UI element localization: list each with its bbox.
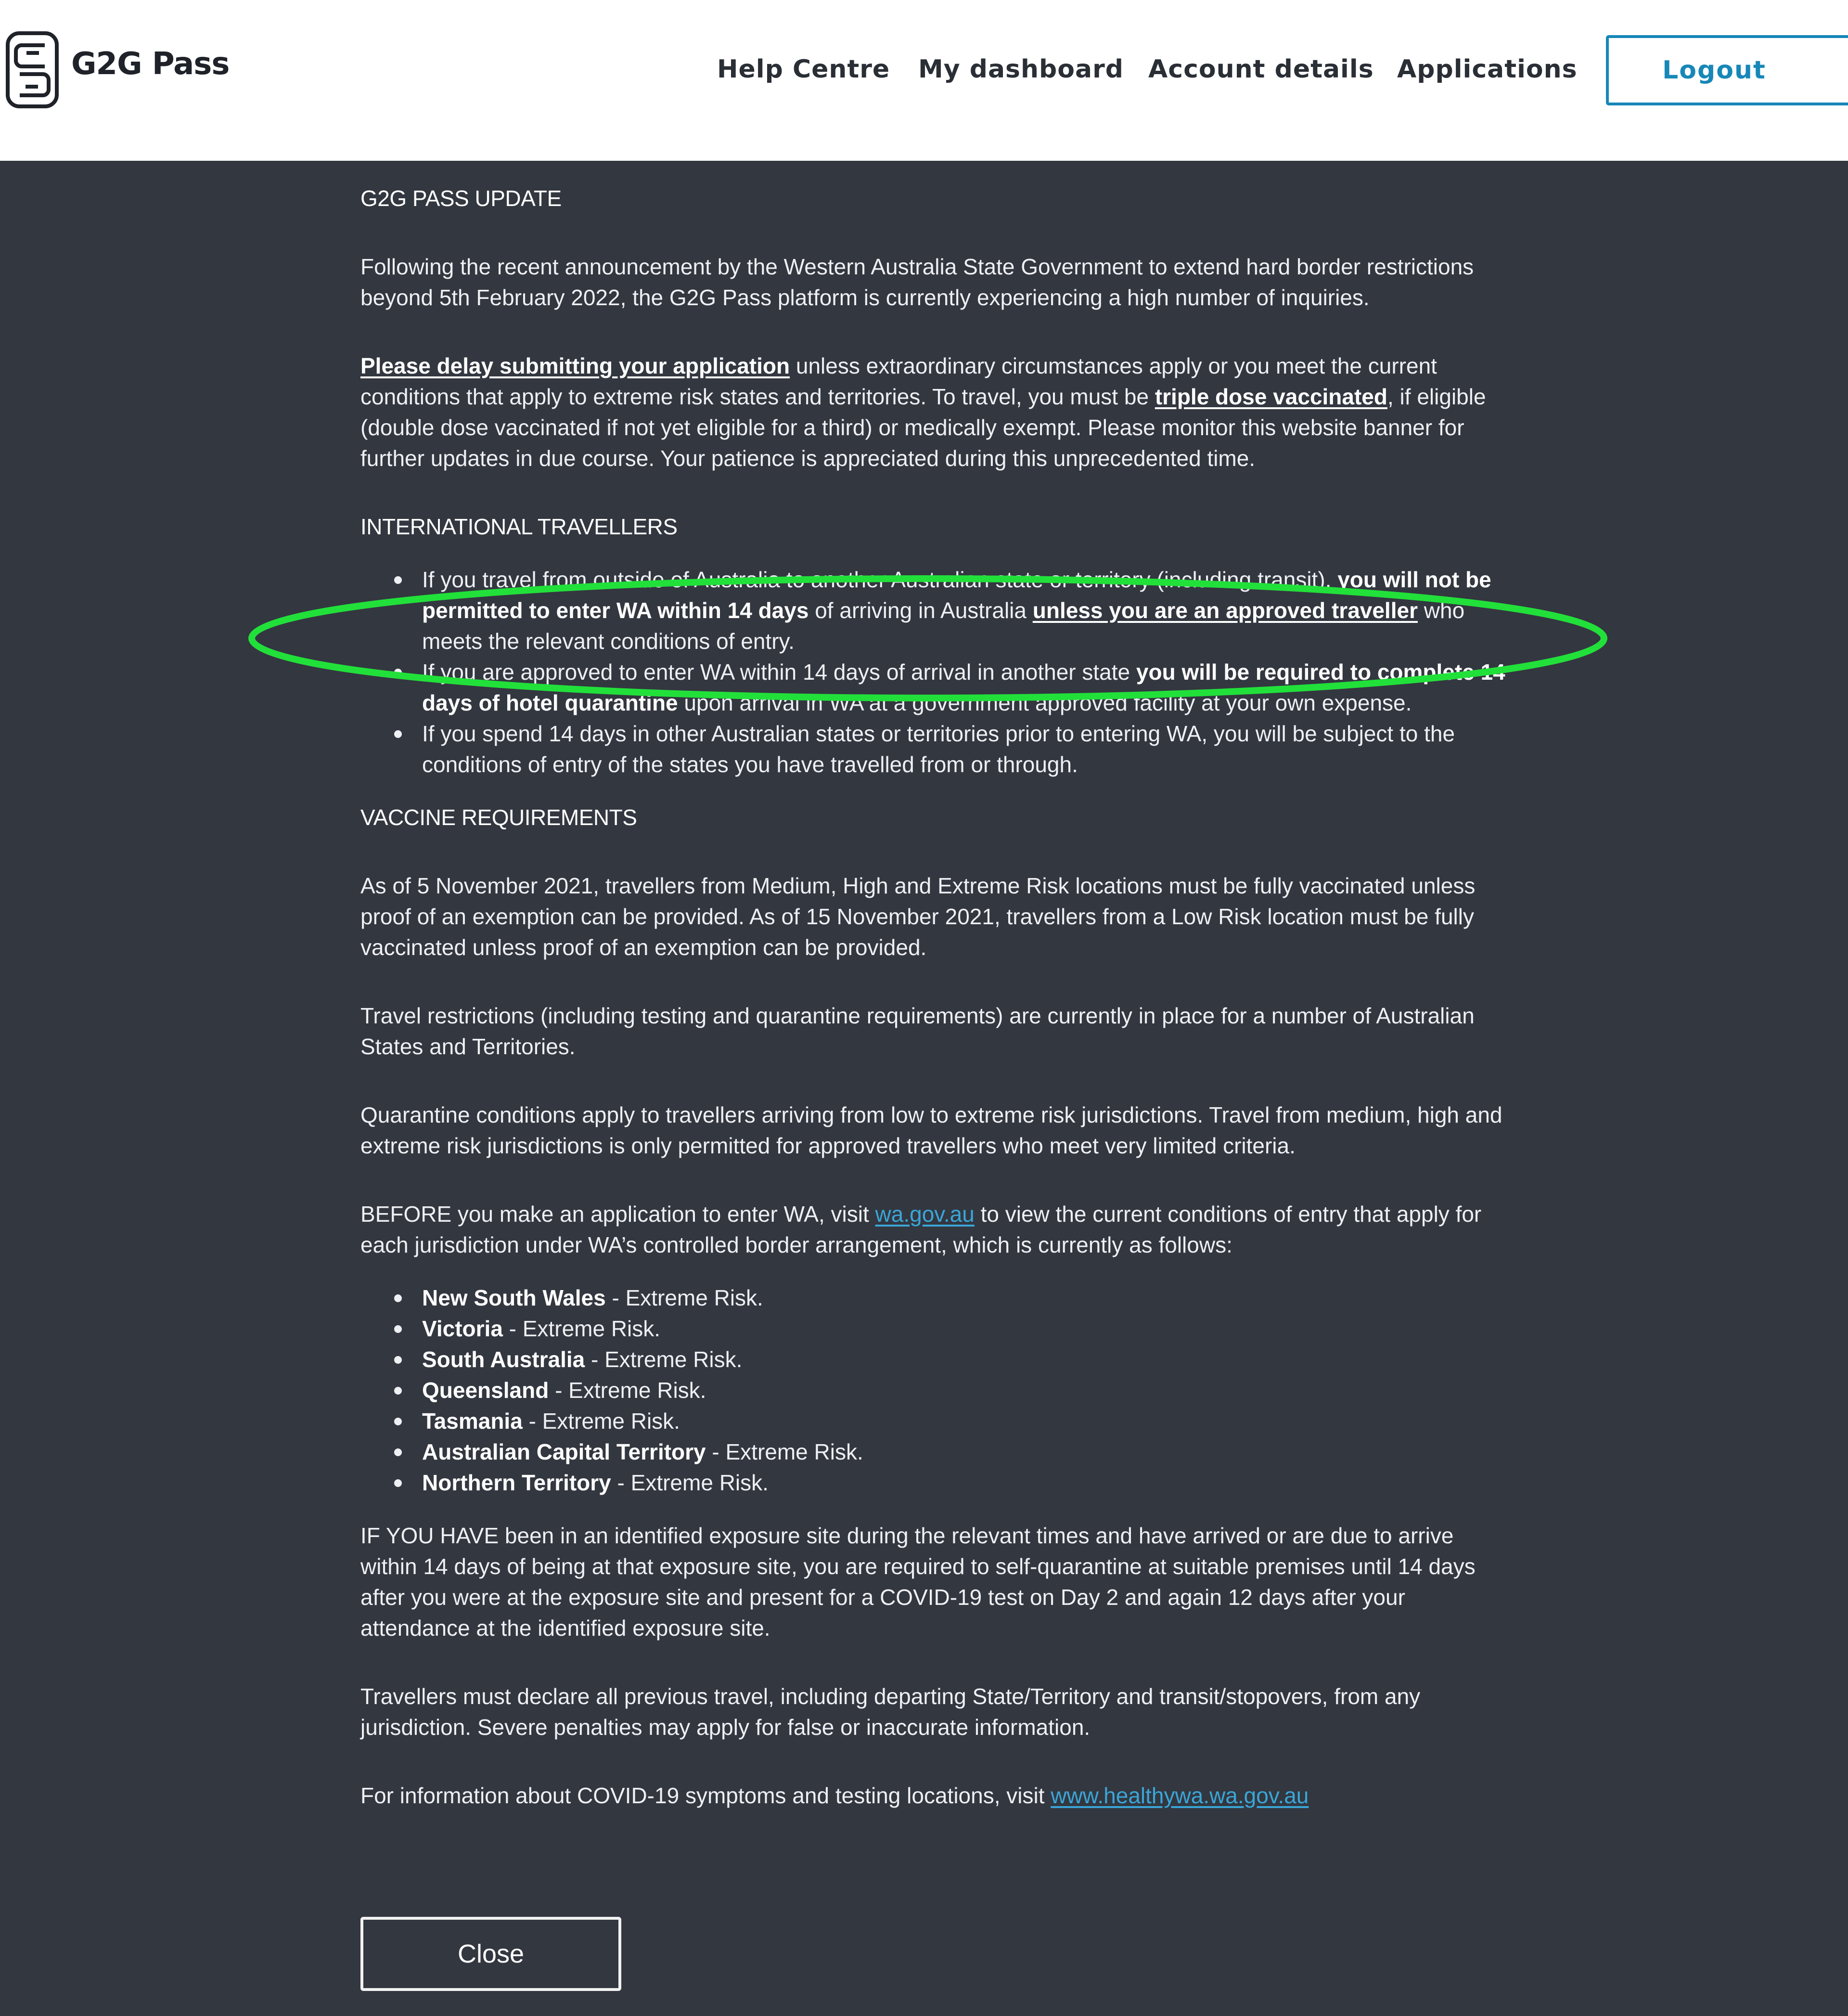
state-risk: - Extreme Risk. [585,1347,743,1372]
list-item [422,1406,1515,1436]
list-item: If you spend 14 days in other Australian states or territories prior to entering WA, you will be subject to the conditions of entry of the states you have travelled from or through. [422,718,1515,780]
state-risk: - Extreme Risk. [522,1409,680,1434]
list-item [422,564,1515,657]
state-name: Victoria [422,1316,503,1341]
state-name: New South Wales [422,1285,606,1310]
list-item [422,1467,1515,1498]
bullet-text: upon arrival in WA at a government approved facility at your own expense. [678,690,1412,715]
triple-dose-link[interactable]: triple dose vaccinated [1155,384,1387,409]
g2g-logo-icon[interactable] [5,31,59,109]
vaccine-paragraph: As of 5 November 2021, travellers from Medium, High and Extreme Risk locations must be fully vaccinated unless proof of an exemption can be provided. As of 15 November 2021, travellers from a Low Risk location must be fully vaccinated unless proof of an exemption can be provided. [360,873,1476,960]
list-item [422,1282,1515,1313]
delay-text-2: , if eligible (double dose vaccinated if not yet eligible for a third) or medically exempt. Please monitor this website banner for further updates in due course. Your patience is appreciated during this unprecedented time. [360,384,1486,471]
site-header [0,0,1848,161]
exposure-paragraph: IF YOU HAVE been in an identified exposure site during the relevant times and have arrived or are due to arrive within 14 days of being at that exposure site, you are required to self-quarantine at suitable premises until 14 days after you were at the exposure site and present for a COVID-19 test on Day 2 and again 12 days after your attendance at the identified exposure site. [360,1523,1476,1641]
bullet-text: who meets the relevant conditions of entry. [422,598,1465,654]
state-risk: - Extreme Risk. [706,1439,863,1464]
bullet-text: of arriving in Australia [808,598,1033,623]
update-notice [360,183,1515,1811]
wa-gov-link[interactable]: wa.gov.au [875,1202,975,1227]
state-name: Queensland [422,1378,549,1403]
approved-traveller-link[interactable]: unless you are an approved traveller [1032,598,1418,623]
nav-help-centre[interactable]: Help Centre [717,55,890,84]
brand-name: G2G Pass [71,46,230,82]
logout-button[interactable]: Logout [1606,35,1848,105]
delay-paragraph [360,350,1515,474]
nav-account-details[interactable]: Account details [1148,55,1374,84]
before-paragraph [360,1199,1515,1260]
delay-application-link[interactable]: Please delay submitting your application [360,353,790,378]
state-risk: - Extreme Risk. [502,1316,661,1341]
nav-my-dashboard[interactable]: My dashboard [918,55,1124,84]
bullet-bold: you will be required to complete 14 days of hotel quarantine [422,659,1505,715]
list-item [422,657,1515,718]
state-name: Tasmania [422,1409,523,1434]
notice-title: G2G PASS UPDATE [360,186,562,211]
list-item [422,1375,1515,1406]
before-text: BEFORE you make an application to enter WA, visit [360,1202,875,1227]
before-text-2: to view the current conditions of entry that apply for each jurisdiction under WA’s controlled border arrangement, which is currently as follows: [360,1202,1482,1257]
jurisdiction-list [360,1282,1515,1498]
list-item [422,1344,1515,1375]
close-button[interactable]: Close [360,1917,621,1991]
state-name: South Australia [422,1347,585,1372]
covid-paragraph [360,1780,1515,1811]
state-risk: - Extreme Risk. [605,1285,763,1310]
intro-paragraph: Following the recent announcement by the Western Australia State Government to extend hard border restrictions beyond 5th February 2022, the G2G Pass platform is currently experiencing a high number of inquiries. [360,254,1474,310]
covid-text: For information about COVID-19 symptoms and testing locations, visit [360,1783,1051,1808]
nav-applications[interactable]: Applications [1397,55,1578,84]
state-name: Northern Territory [422,1470,611,1495]
bullet-bold: you will not be permitted to enter WA within 14 days [422,567,1491,623]
state-risk: - Extreme Risk. [549,1378,706,1403]
bullet-text: If you are approved to enter WA within 14 days of arrival in another state [422,659,1136,685]
healthywa-link[interactable]: www.healthywa.wa.gov.au [1051,1783,1309,1808]
state-risk: - Extreme Risk. [611,1470,769,1495]
international-list [360,564,1515,780]
state-name: Australian Capital Territory [422,1439,706,1464]
restrictions-paragraph: Travel restrictions (including testing and quarantine requirements) are currently in place for a number of Australian States and Territories. [360,1003,1475,1059]
bullet-text: If you travel from outside of Australia to another Australian state or territory (including transit), [422,567,1338,592]
declare-paragraph: Travellers must declare all previous travel, including departing State/Territory and transit/stopovers, from any jurisdiction. Severe penalties may apply for false or inaccurate information. [360,1684,1421,1740]
international-heading: INTERNATIONAL TRAVELLERS [360,514,678,539]
quarantine-paragraph: Quarantine conditions apply to travellers arriving from low to extreme risk jurisdictions. Travel from medium, high and extreme risk jurisdictions is only permitted for approved travellers who meet very limited criteria. [360,1102,1502,1158]
vaccine-heading: VACCINE REQUIREMENTS [360,805,637,830]
delay-text: unless extraordinary circumstances apply or you meet the current conditions that apply to extreme risk states and territories. To travel, you must be [360,353,1437,409]
list-item [422,1313,1515,1344]
list-item [422,1436,1515,1467]
